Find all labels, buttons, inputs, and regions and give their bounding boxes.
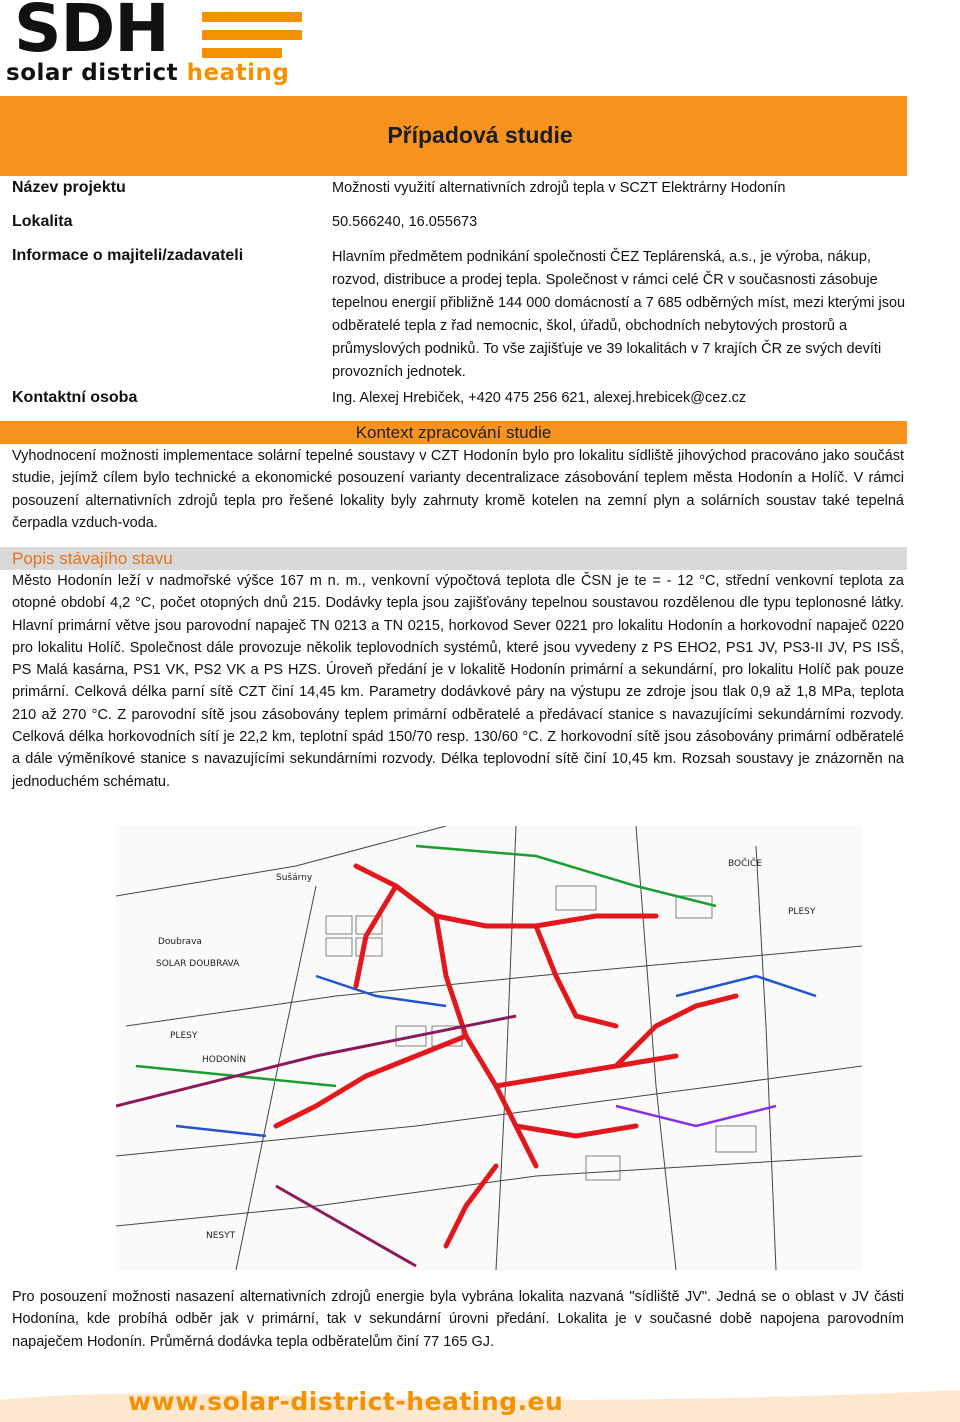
closing-paragraph: Pro posouzení možnosti nasazení alternativních zdrojů energie byla vybrána lokalita nazvaná "sídliště JV". Jedná se o oblast v JV části Hodonína, kde probíhá odběr jak v primární, tak v sekundární úrovni předání. Lokalita je v současné době napojena parovodním napaječem Hodonín. Průměrná dodávka tepla odběratelům činí 77 165 GJ.	[12, 1289, 904, 1350]
owner-info-label: Informace o majiteli/zadavateli	[12, 247, 244, 264]
location-value: 50.566240, 16.055673	[332, 214, 478, 230]
contact-label: Kontaktní osoba	[12, 389, 138, 406]
logo-word-solar-district: solar district	[6, 60, 187, 86]
footer-url[interactable]: www.solar-district-heating.eu	[128, 1387, 564, 1416]
logo-bars-icon	[202, 12, 302, 66]
context-paragraph: Vyhodnocení možnosti implementace solární tepelné soustavy v CZT Hodonín bylo pro lokalitu sídliště jihovýchod pracováno jako součást studie, jejímž cílem bylo technické a ekonomické posouzení varianty decentralizace zásobování teplem města Hodonín a Holíč. V rámci posouzení alternativních zdrojů tepla pro řešené lokality byly zahrnuty kromě kotelen na zemní plyn a solárních soustav také tepelná čerpadla vzduch-voda.	[12, 448, 904, 531]
map-label-hodonin: HODONÍN	[202, 1055, 246, 1065]
state-section-header	[0, 547, 907, 570]
owner-info-value: Hlavním předmětem podnikání společnosti ČEZ Teplárenská, a.s., je výroba, nákup, rozvod, distribuce a prodej tepla. Společnost v rámci celé ČR v současnosti zásobuje tepelnou energií přibližně 144 000 domácností a 7 685 odběrných míst, mezi kterými jsou odběratelé tepla z řad nemocnic, škol, úřadů, obchodních nebytových prostorů a průmyslových podniků. To vše zajišťuje ve 39 lokalitách v 7 krajích ČR ze svých devíti provozních jednotek.	[332, 249, 906, 380]
heating-network-map	[116, 826, 862, 1270]
logo-wordmark	[6, 62, 289, 85]
contact-value: Ing. Alexej Hrebiček, +420 475 256 621, alexej.hrebicek@cez.cz	[332, 390, 747, 406]
map-label-solar-doubrava: SOLAR DOUBRAVA	[156, 959, 240, 969]
page-title: Případová studie	[387, 122, 573, 148]
project-name-label: Název projektu	[12, 179, 126, 196]
map-label-susarny: Sušárny	[276, 873, 313, 883]
context-section-title: Kontext zpracování studie	[355, 423, 552, 442]
logo-word-heating: heating	[186, 60, 290, 86]
logo-abbreviation: SDH	[14, 0, 169, 67]
map-label-bocice: BOČIČE	[728, 859, 763, 869]
state-paragraph: Město Hodonín leží v nadmořské výšce 167 m n. m., venkovní výpočtová teplota dle ČSN je te = - 12 °C, střední venkovní teplota za otopné období 4,2 °C, počet otopných dnů 215. Dodávky tepla jsou zajišťovány tepelnou soustavou rozdělenou dle typu teplonosné látky. Hlavní primární větve jsou parovodní napaječ TN 0213 a TN 0215, horkovod Sever 0221 pro lokalitu Hodonín a horkovodní napaječ 0220 pro lokalitu Holíč. Společnost dále provozuje několik teplovodních systémů, které jsou vyvedeny z PS EHO2, PS1 JV, PS3-II JV, PS ISŠ, PS Malá kasárna, PS1 VK, PS2 VK a PS HZS. Úroveň předání je v lokalitě Hodonín primární a sekundární, pro lokalitu Holíč pak pouze primární. Celková délka parní sítě CZT činí 14,45 km. Parametry dodávkové páry na výstupu ze zdroje jsou tlak 0,9 až 1,8 MPa, teplota 210 až 270 °C. Z parovodní sítě jsou zásobovány teplem primární odběratelé a předávací stanice s navazujícími sekundárními rozvody. Celková délka horkovodních sítí je 22,2 km, teplotní spád 150/70 resp. 130/60 °C. Z horkovodní sítě jsou zásobovány primární odběratelé a dále výměníkové stanice s navazujícími sekundárními rozvody. Délka teplovodní sítě činí 10,45 km. Rozsah soustavy je znázorněn na jednoduchém schématu.	[12, 573, 904, 790]
map-label-plesy-2: PLESY	[170, 1031, 198, 1041]
map-label-nesyt: NESYT	[206, 1231, 236, 1241]
map-label-plesy: PLESY	[788, 907, 816, 917]
location-label: Lokalita	[12, 213, 73, 230]
context-section-header	[0, 421, 907, 444]
project-name-value: Možnosti využití alternativních zdrojů tepla v SCZT Elektrárny Hodonín	[332, 180, 786, 196]
state-section-title: Popis stávajího stavu	[12, 549, 173, 568]
map-label-doubrava: Doubrava	[158, 937, 202, 947]
sdh-logo	[6, 2, 306, 94]
